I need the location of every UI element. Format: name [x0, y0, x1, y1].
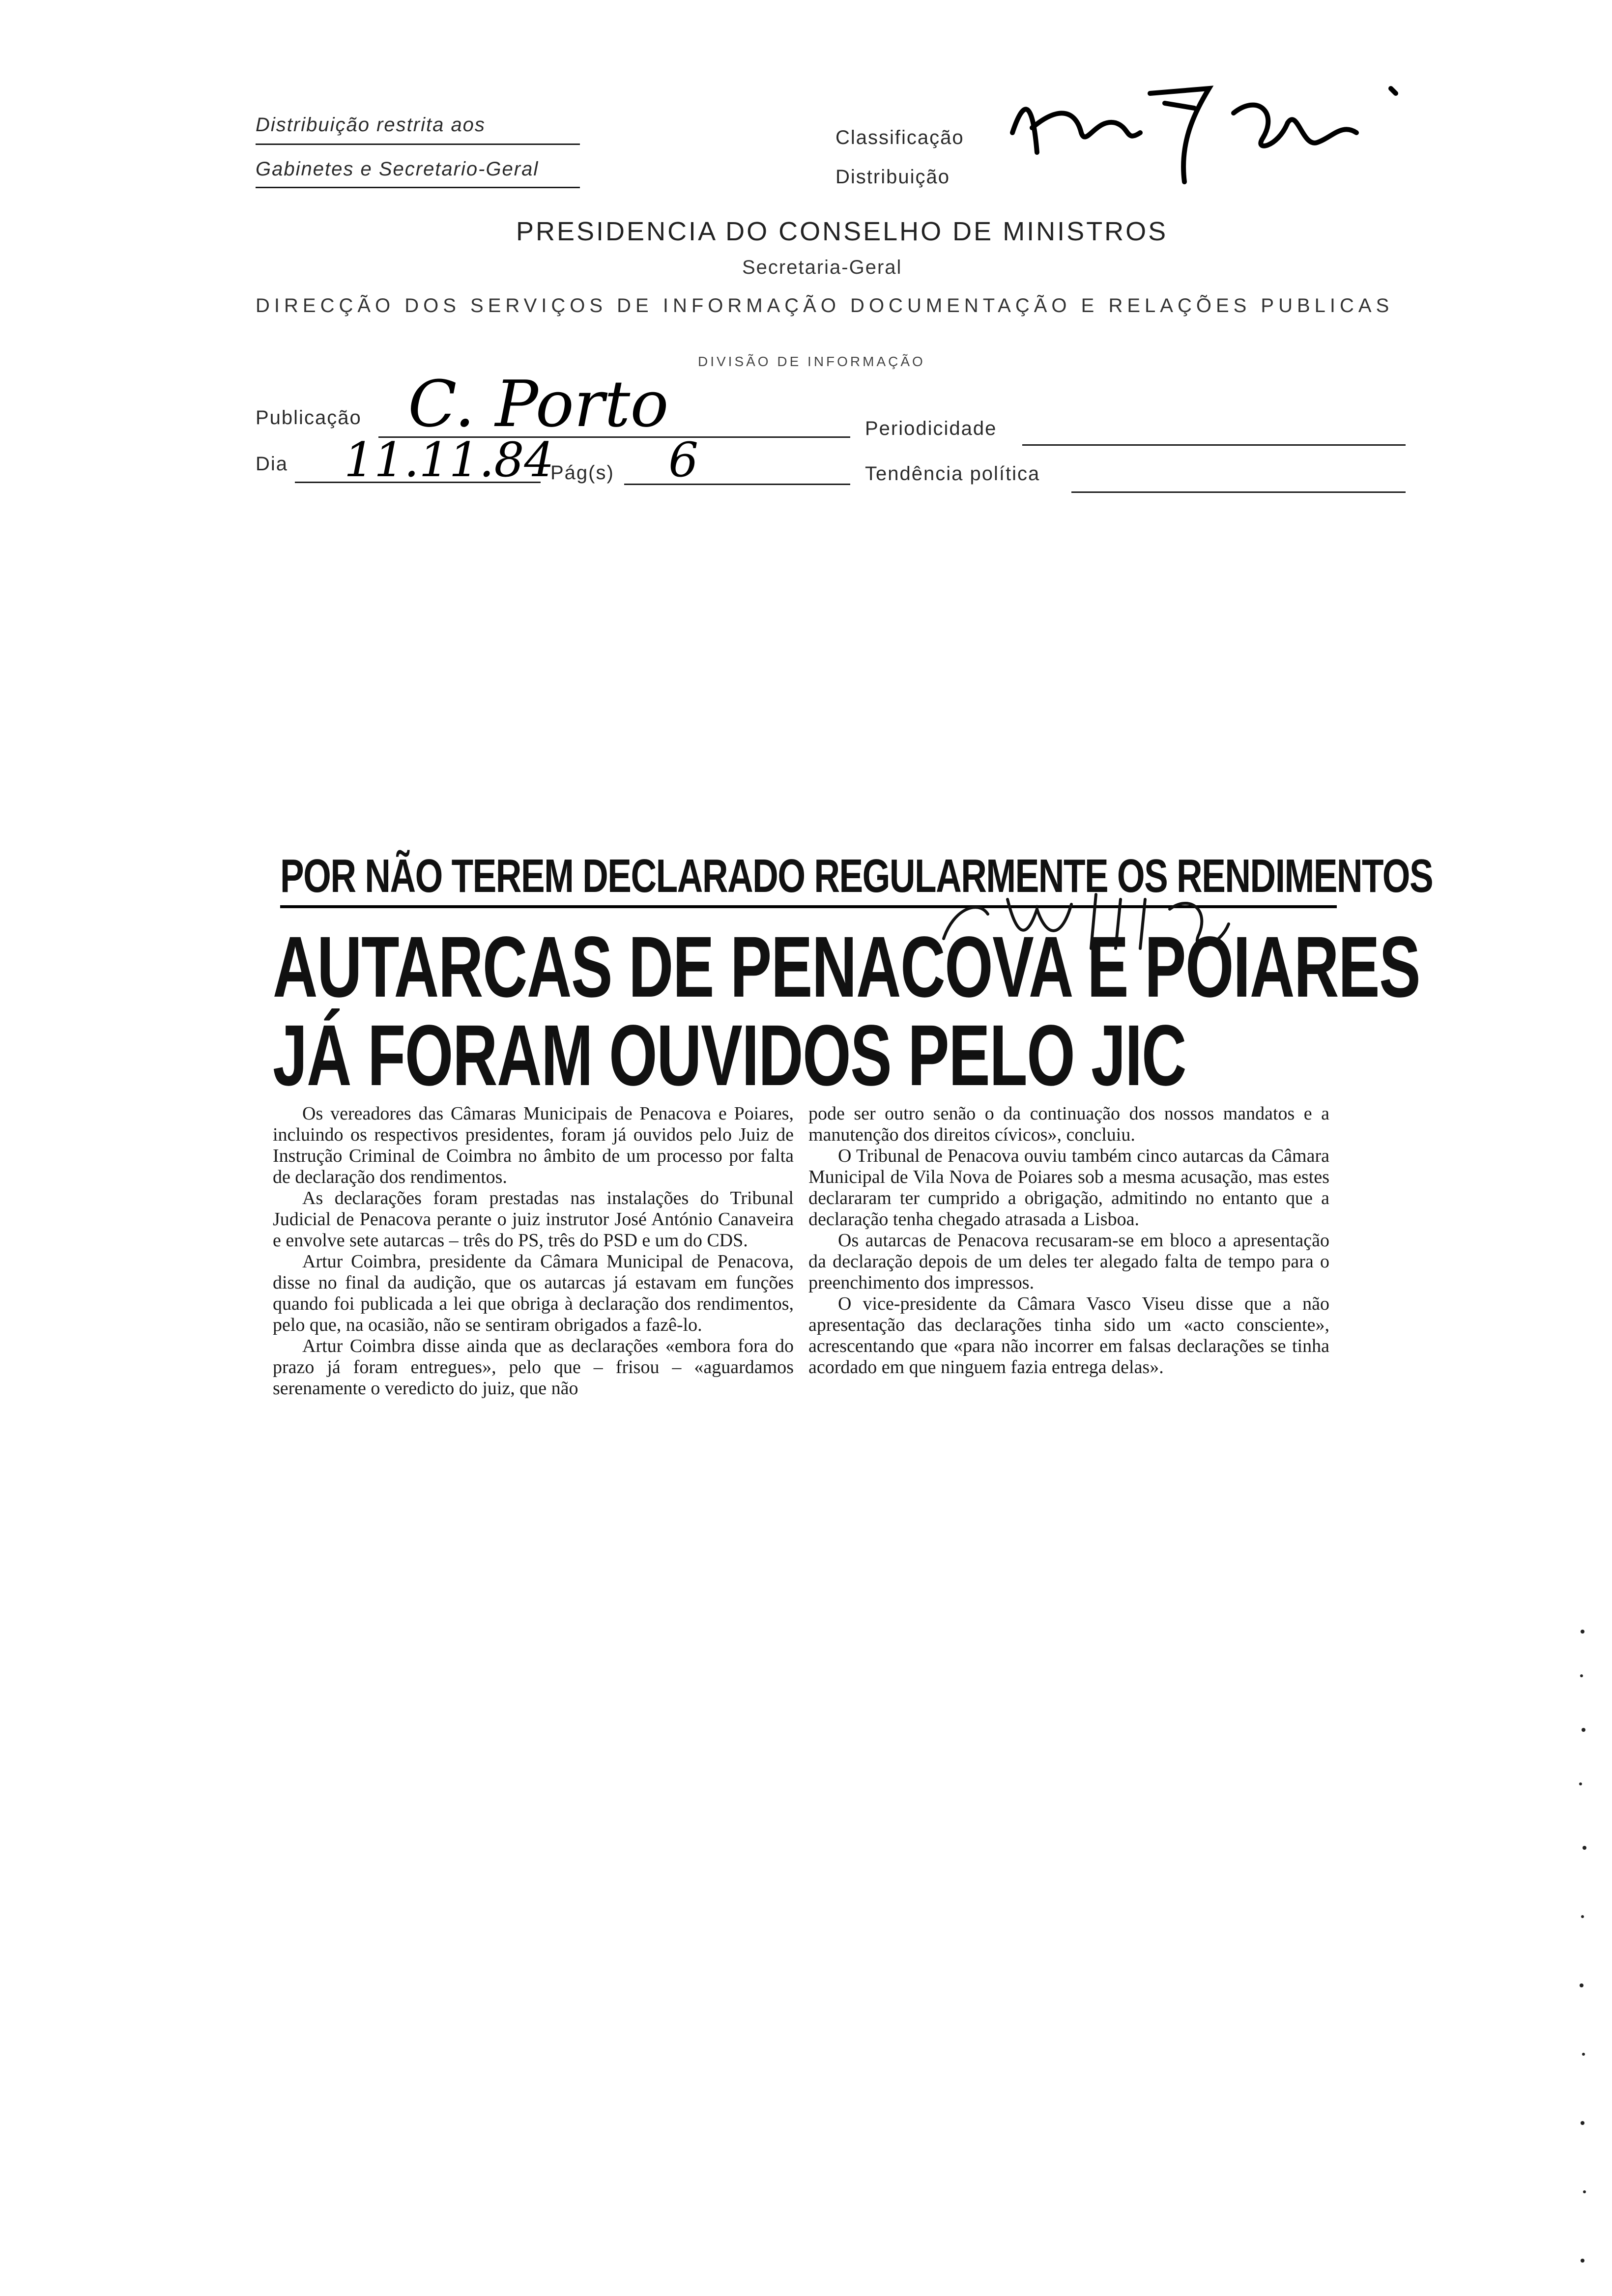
signature-scribble: [1003, 74, 1425, 192]
distribution-line-1: Distribuição restrita aos: [256, 114, 486, 136]
publication-value: C. Porto: [408, 367, 669, 441]
col1-paragraph: Os vereadores das Câmaras Municipais de Penacova e Poiares, incluindo os respectivos presidentes, foram já ouvidos pelo Juiz de Instrução Criminal de Coimbra no âmbito de um processo por falta de declaração dos rendimentos.: [273, 1103, 794, 1187]
col1-paragraph: As declarações foram prestadas nas instalações do Tribunal Judicial de Penacova perante o juiz instrutor José António Canaveira e envolve sete autarcas – três do PS, três do PSD e um do CDS.: [273, 1188, 794, 1251]
secretariat-heading: Secretaria-Geral: [742, 257, 902, 278]
col1-paragraph: Artur Coimbra disse ainda que as declarações «embora fora do prazo já foram entregues», pelo que – frisou – «aguardamos serenamente o veredicto do juiz, que não: [273, 1336, 794, 1399]
pages-value: 6: [668, 432, 699, 488]
distribution-line-2: Gabinetes e Secretario-Geral: [256, 158, 539, 180]
periodicity-line: [1022, 444, 1406, 446]
col2-paragraph: Os autarcas de Penacova recusaram-se em bloco a apresentação da declaração depois de um deles ter alegado falta de tempo para o preenchimento dos impressos.: [808, 1230, 1329, 1293]
col2-paragraph: O vice-presidente da Câmara Vasco Viseu disse que a não apresentação das declarações tinha sido um «acto consciente», acrescentando que «para não incorrer em falsas declarações se tinha acordado em que ninguem fazia entrega delas».: [808, 1293, 1329, 1378]
article-column-2: [808, 1103, 1329, 1378]
scan-edge-artifacts: [1563, 1622, 1602, 2290]
distribution-underline-2: [256, 187, 580, 188]
pages-line: [624, 484, 850, 485]
classification-label: Classificação: [835, 127, 964, 148]
tendency-label: Tendência política: [865, 463, 1040, 485]
division-heading: DIVISÃO DE INFORMAÇÃO: [698, 354, 925, 369]
col2-paragraph: O Tribunal de Penacova ouviu também cinco autarcas da Câmara Municipal de Vila Nova de Poiares sob a mesma acusação, mas estes declararam ter cumprido a obrigação, admitindo no entanto que a declaração tenha chegado atrasada a Lisboa.: [808, 1146, 1329, 1230]
directorate-heading: DIRECÇÃO DOS SERVIÇOS DE INFORMAÇÃO DOCUMENTAÇÃO E RELAÇÕES PUBLICAS: [256, 295, 1394, 316]
ministry-heading: PRESIDENCIA DO CONSELHO DE MINISTROS: [516, 217, 1168, 246]
periodicity-label: Periodicidade: [865, 418, 997, 439]
day-value: 11.11.84: [344, 432, 554, 488]
distribution-label: Distribuição: [835, 166, 950, 188]
article-kicker: POR NÃO TEREM DECLARADO REGULARMENTE OS RENDIMENTOS: [280, 850, 1433, 902]
distribution-underline-1: [256, 144, 580, 145]
day-label: Dia: [256, 453, 288, 475]
article-column-1: [273, 1103, 794, 1399]
publication-label: Publicação: [256, 407, 362, 429]
pages-label: Pág(s): [550, 462, 614, 484]
tendency-line: [1071, 491, 1406, 493]
col2-paragraph: pode ser outro senão o da continuação dos nossos mandatos e a manutenção dos direitos cívicos», concluiu.: [808, 1103, 1329, 1145]
col1-paragraph: Artur Coimbra, presidente da Câmara Municipal de Penacova, disse no final da audição, que os autarcas já estavam em funções quando foi publicada a lei que obriga à declaração dos rendimentos, pelo que, na ocasião, não se sentiram obrigados a fazê-lo.: [273, 1251, 794, 1335]
article-headline-line-2: JÁ FORAM OUVIDOS PELO JIC: [273, 1007, 1186, 1104]
article-headline-line-1: AUTARCAS DE PENACOVA E POIARES: [273, 919, 1420, 1015]
handwritten-date-stamp: [934, 880, 1317, 963]
